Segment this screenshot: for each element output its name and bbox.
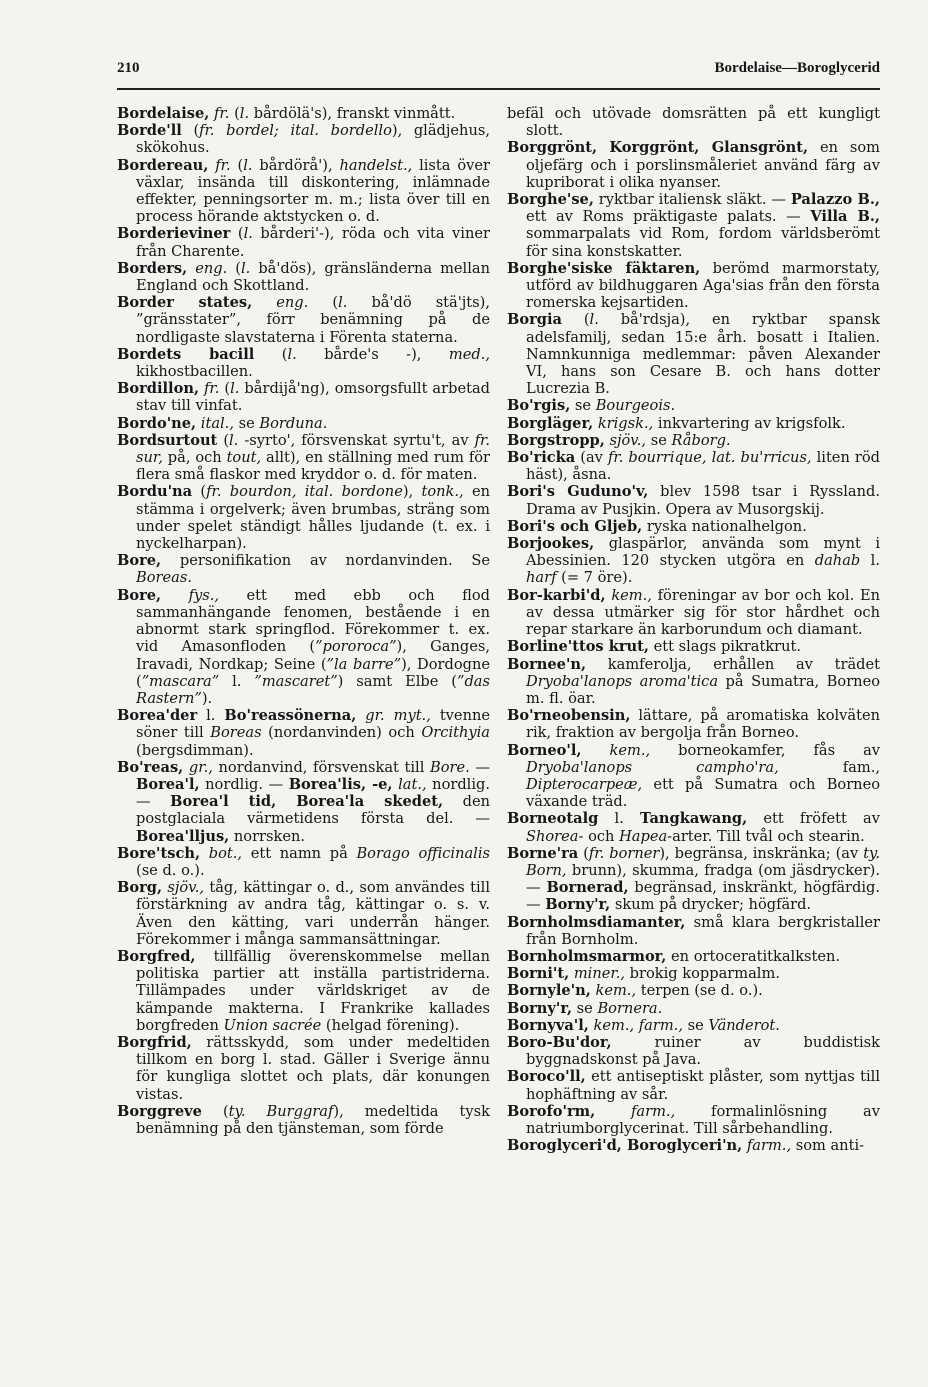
dictionary-entry: Bordillon, fr. (l. bårdijå'ng), omsorgsfullt arbetad stav till vinfat. xyxy=(117,380,490,415)
dictionary-entry: Borofo'rm, farm., formalinlösning av natriumborglycerinat. Till sårbehandling. xyxy=(507,1102,880,1137)
dictionary-entry: Bo'ricka (av fr. bourrique, lat. bu'rricus, liten röd häst), åsna. xyxy=(507,449,880,484)
dictionary-entry: Borggreve (ty. Burggraf), medeltida tysk benämning på den tjänsteman, som förde xyxy=(117,1102,490,1137)
dictionary-entry: Bornholmsdiamanter, små klara bergkristaller från Bornholm. xyxy=(507,913,880,948)
dictionary-entry: Bornyva'l, kem., farm., se Vänderot. xyxy=(507,1016,780,1034)
page-header xyxy=(117,60,880,90)
dictionary-entry: Bordo'ne, ital., se Borduna. xyxy=(117,414,328,432)
dictionary-entry: Bore'tsch, bot., ett namn på Borago officinalis (se d. o.). xyxy=(117,844,490,879)
dictionary-entry: Borgläger, krigsk., inkvartering av krigsfolk. xyxy=(507,414,846,432)
right-column xyxy=(507,105,880,1154)
dictionary-entry: Borders, eng. (l. bå'dös), gränsländerna mellan England och Skottland. xyxy=(117,259,490,295)
dictionary-entry: Bori's Guduno'v, blev 1598 tsar i Ryssland. Drama av Pusjkin. Opera av Musorgskij. xyxy=(507,483,880,518)
dictionary-entry: Borgia (l. bå'rdsja), en ryktbar spansk adelsfamilj, sedan 15:e årh. bosatt i Italien. Namnkunniga medlemmar: påven Alexander VI, hans son Cesare B. och hans dotter Lucrezia B. xyxy=(507,311,880,398)
dictionary-entry: Bornyle'n, kem., terpen (se d. o.). xyxy=(507,982,763,1000)
page-number: 210 xyxy=(117,60,140,76)
dictionary-entry: Bo'rneobensin, lättare, på aromatiska kolväten rik, fraktion av bergolja från Borneo. xyxy=(507,707,880,742)
dictionary-entry: Bornholmsmarmor, en ortoceratitkalksten. xyxy=(507,947,841,965)
dictionary-entry: Borgstropp, sjöv., se Råborg. xyxy=(507,431,731,449)
dictionary-entry: Bori's och Gljeb, ryska nationalhelgon. xyxy=(507,517,807,535)
dictionary-entry: Borny'r, se Bornera. xyxy=(507,999,663,1017)
dictionary-entry: Bordsurtout (l. -syrto', försvenskat syrtu't, av fr. sur, på, och tout, allt), en ställning med rum för flera små flaskor med kryddor o. d. för maten. xyxy=(117,431,490,484)
dictionary-entry: Bo'reas, gr., nordanvind, försvenskat till Bore. — Borea'l, nordlig. — Borea'lis, -e, lat., nordlig. — Borea'l tid, Borea'la skedet, den postglaciala värmetidens första del. — Borea'lljus, norrsken. xyxy=(117,758,491,845)
dictionary-entry: Borne'ra (fr. borner), begränsa, inskränka; (av ty. Born, brunn), skumma, fradga (om jäsdrycker). — Bornerad, begränsad, inskränkt, högfärdig. — Borny'r, skum på drycker; högfärd. xyxy=(507,844,881,914)
dictionary-entry: Boro-Bu'dor, ruiner av buddistisk byggnadskonst på Java. xyxy=(507,1033,880,1069)
dictionary-entry: Bo'rgis, se Bourgeois. xyxy=(507,397,676,415)
dictionary-entry: befäl och utövade domsrätten på ett kungligt slott. xyxy=(507,105,880,140)
dictionary-entry: Borde'll (fr. bordel; ital. bordello), glädjehus, skökohus. xyxy=(117,122,490,157)
dictionary-entry: Borg, sjöv., tåg, kättingar o. d., som användes till förstärkning av andra tåg, kättingar o. s. v. Även den kätting, vari underrån hänger. Förekommer i många sammansättningar. xyxy=(117,879,491,948)
dictionary-entry: Bordu'na (fr. bourdon, ital. bordone), tonk., en stämma i orgelverk; även brumbas, sträng som under spelet ständigt hålles ljudande (t. ex. i nyckelharpan). xyxy=(117,483,490,553)
dictionary-entry: Bor-karbi'd, kem., föreningar av bor och kol. En av dessa utmärker sig för stor hårdhet och repar starkare än karborundum och diamant. xyxy=(507,586,880,639)
dictionary-entry: Boroco'll, ett antiseptiskt plåster, som nyttjas till hophäftning av sår. xyxy=(507,1068,880,1103)
dictionary-entry: Bordelaise, fr. (l. bårdölä's), franskt vinmått. xyxy=(117,105,456,122)
dictionary-entry: Bornee'n, kamferolja, erhållen av trädet Dryoba'lanops aroma'tica på Sumatra, Borneo m. fl. öar. xyxy=(507,655,880,707)
dictionary-entry: Borghe'se, ryktbar italiensk släkt. — Palazzo B., ett av Roms präktigaste palats. — Villa B., sommarpalats vid Rom, fordom världsberömt för sina konstskatter. xyxy=(507,191,881,260)
running-head: Bordelaise—Boroglycerid xyxy=(714,60,880,76)
dictionary-entry: Borneo'l, kem., borneokamfer, fås av Dryoba'lanops campho'ra, fam., Dipterocarpeæ, ett på Sumatra och Borneo växande träd. xyxy=(507,741,881,811)
dictionary-entry: Borgfrid, rättsskydd, som under medeltiden tillkom en borg l. stad. Gäller i Sverige ännu för kungliga slottet och plats, där konungen vistas. xyxy=(117,1033,490,1103)
left-column xyxy=(117,105,490,1137)
dictionary-entry: Borni't, miner., brokig kopparmalm. xyxy=(507,965,780,983)
dictionary-entry: Borneotalg l. Tangkawang, ett fröfett av Shorea- och Hapea-arter. Till tvål och stearin. xyxy=(507,810,880,845)
dictionary-entry: Bore, personifikation av nordanvinden. Se Boreas. xyxy=(117,552,490,587)
dictionary-entry: Borjookes, glaspärlor, använda som mynt i Abessinien. 120 stycken utgöra en dahab l. harf (= 7 öre). xyxy=(507,535,880,587)
dictionary-entry: Borline'ttos krut, ett slags pikratkrut. xyxy=(507,638,802,656)
dictionary-entry: Bordereau, fr. (l. bårdörå'), handelst., lista över växlar, insända till diskontering, inlämnade effekter, penningsorter m. m.; lista över till en process hörande aktstycken o. d. xyxy=(117,156,490,226)
dictionary-entry: Bordets bacill (l. bårde's -), med., kikhostbacillen. xyxy=(117,345,490,381)
dictionary-entry: Borghe'siske fäktaren, berömd marmorstaty, utförd av bildhuggaren Aga'sias från den första romerska kejsartiden. xyxy=(507,259,880,312)
dictionary-entry: Borggrönt, Korggrönt, Glansgrönt, en som oljefärg och i porslinsmåleriet använd färg av kupriborat i olika nyanser. xyxy=(507,139,880,191)
dictionary-entry: Border states, eng. (l. bå'dö stä'jts), ”gränsstater”, förr benämning på de nordligaste slavstaterna i Förenta staterna. xyxy=(117,294,490,346)
dictionary-entry: Borderieviner (l. bårderi'-), röda och vita viner från Charente. xyxy=(117,225,490,260)
dictionary-entry: Borea'der l. Bo'reassönerna, gr. myt., tvenne söner till Boreas (nordanvinden) och Orcithyia (bergsdimman). xyxy=(117,707,491,759)
dictionary-entry: Borgfred, tillfällig överenskommelse mellan politiska partier att inställa partistriderna. Tillämpades under världskriget av de kämpande makterna. I Frankrike kallades borgfreden Union sacrée (helgad förening). xyxy=(117,947,490,1034)
dictionary-entry: Boroglyceri'd, Boroglyceri'n, farm., som anti- xyxy=(507,1137,865,1155)
dictionary-entry: Bore, fys., ett med ebb och flod sammanhängande fenomen, bestående i en abnormt stark springflod. Förekommer t. ex. vid Amasonfloden (”pororoca”), Ganges, Iravadi, Nordkap; Seine (”la barre”), Dordogne (”mascara” l. ”mascaret”) samt Elbe (”das Rastern”). xyxy=(117,586,491,707)
